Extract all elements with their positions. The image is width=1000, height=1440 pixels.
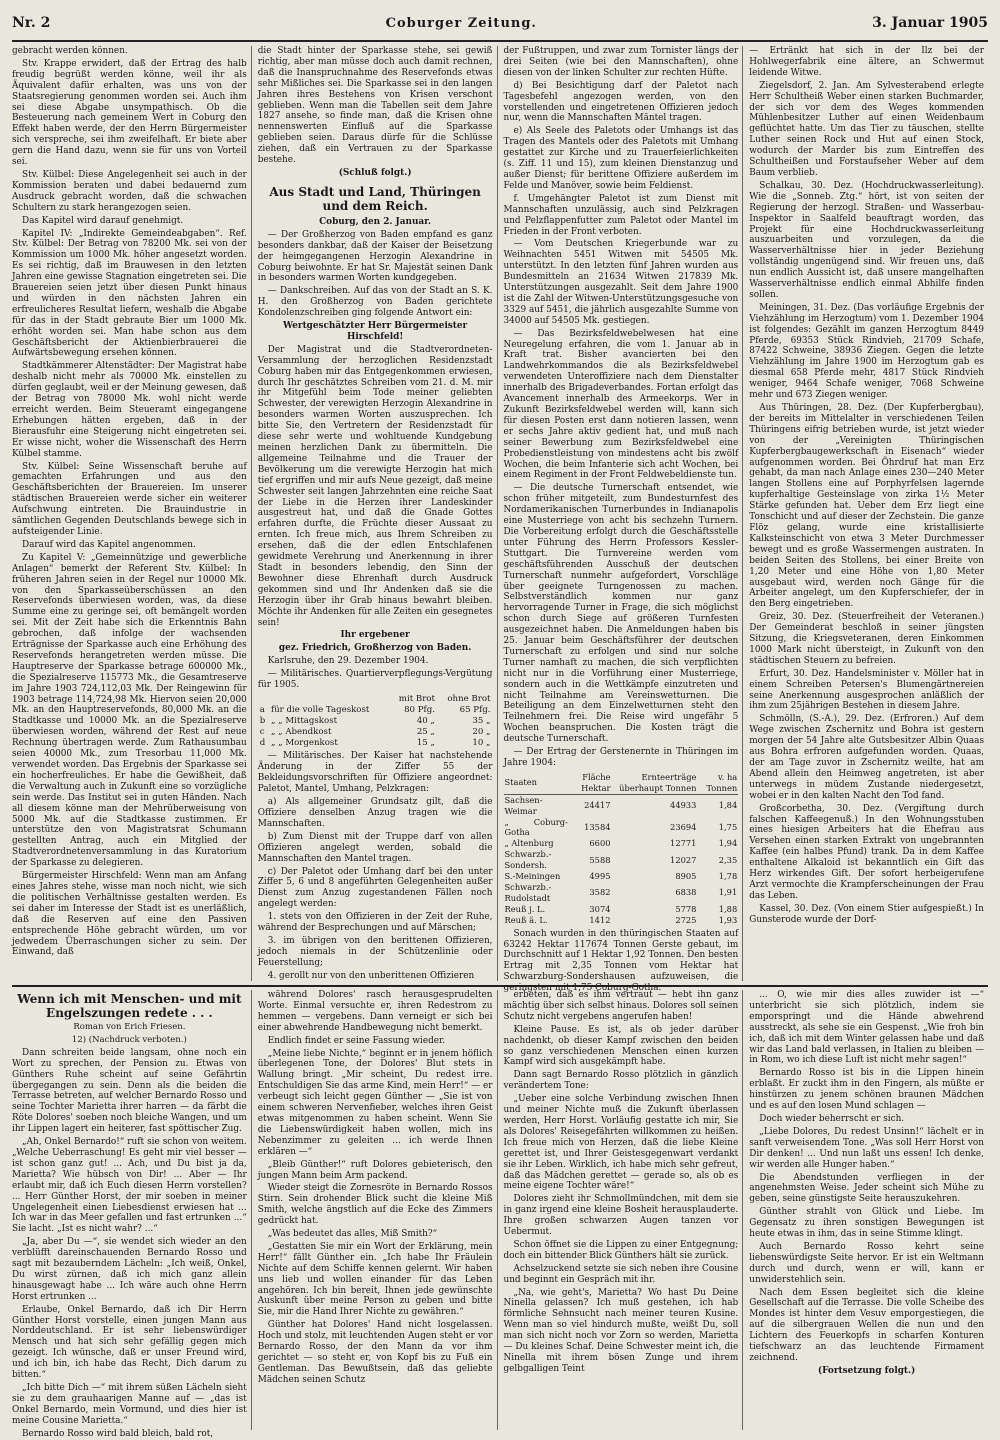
page-header <box>12 6 988 42</box>
paragraph: Großcorbetha, 30. Dez. (Vergiftung durch falschen Kaffeegenuß.) In den Wohnungsstuben eines hiesigen Arbeiters hat die Ehefrau aus Versehen einen starken Extrakt von ungebrannten Kaffee (ein halbes Pfund) trank. Da in dem Kaffee enthaltene Alkaloid ist bekanntlich ein Gift das Herz wirkendes Gift. Der sofort herbeigerufene Arzt vermochte die Krampferscheinungen der Frau das Leben. <box>749 803 984 901</box>
table-row <box>258 727 493 738</box>
paragraph: Bernardo Rosso ist bis in die Lippen hinein erblaßt. Er zuckt ihm in den Fingern, als müßte er hinstürzen zu jenem schönen braunen Mädchen und es auf den losen Mund schlagen — <box>749 1068 984 1112</box>
newspaper-title: Coburger Zeitung. <box>385 15 537 31</box>
table-cell: „ „ Mittagskost <box>270 715 338 726</box>
table-cell: 12027 <box>670 854 697 865</box>
paragraph: „Gestatten Sie mir ein Wort der Erklärung, mein Herr!“ fällt Günther ein. „Ich habe Ihr Fräulein Nichte auf dem Schiffe kennen gelernt. Wir haben uns lieb und wollen einander für das Leben angehören. Ich bin bereit, Ihnen jede gewünschte Auskunft über meine Person zu geben und bitte Sie, mir die Hand Ihrer Nichte zu gewähren.“ <box>257 1241 493 1318</box>
paragraph: Dolores zieht ihr Schmollmündchen, mit dem sie in ganz irgend eine kleine Bosheit herausplauderte. Ihre großen schwarzen Augen tanzen vor Uebermut. <box>503 1194 739 1238</box>
feuilleton-column-3 <box>504 990 744 1430</box>
table-cell: „ „ Morgenkost <box>270 737 338 748</box>
table-cell: Schwarzb.-Rudolstadt <box>504 881 552 903</box>
novel-subtitle: Roman von Erich Friesen. <box>73 1022 186 1032</box>
rates-table <box>258 694 493 749</box>
table-header-row <box>504 772 739 794</box>
paragraph: ... O, wie mir dies alles zuwider ist —“ unterbricht sie sich plötzlich, indem sie emporspringt und die Hände abwehrend ausstreckt, als sehe sie ein Gespenst. „Wie froh bin ich, daß ich mit dem Winter gelassen habe und daß wir das Land bald verlassen, in Italien zu bleiben — in Rom, wo ich diese Luft ist nicht mehr sagen!“ <box>749 990 984 1066</box>
paragraph: erbeten, daß es ihm vertraut — hebt ihn ganz mächtig über sich selbst hinaus. Dolores soll seinen Schutz nicht vergebens angerufen haben! <box>503 990 739 1022</box>
paragraph: Achselzuckend setzte sie sich neben ihre Cousine und beginnt ein Gespräch mit ihr. <box>503 1263 739 1285</box>
paragraph: Günther strahlt von Glück und Liebe. Im Gegensatz zu ihren sonstigen Bewegungen ist heute etwas in ihm, das in seine Stimme klingt. <box>749 1207 984 1240</box>
paragraph: Dann sagt Bernardo Rosso plötzlich in gänzlich verändertem Tone: <box>503 1070 739 1092</box>
paragraph: „Meine liebe Nichte,“ beginnt er in jenem höflich überlegenen Tone, der Dolores' Blut stets in Wallung bringt. „Mir scheint, Du redest irre. Entschuldigen Sie das arme Kind, mein Herr!“ — er verbeugt sich leicht gegen Günther — „Sie ist von einem schweren Nervenfieber, welches ihren Geist etwas mitgenommen zu haben scheint. Wenn Sie die Liebenswürdigkeit haben wollen, mich ins Nebenzimmer zu geleiten ... ich werde Ihnen erklären —“ <box>257 1048 493 1157</box>
table-cell: 40 „ <box>416 715 435 726</box>
paragraph: „Bleib Günther!“ ruft Dolores gebieterisch, den jungen Mann beim Arm packend. <box>257 1159 493 1181</box>
continuation-note: (Schluß folgt.) <box>338 167 412 178</box>
paragraph: — Die deutsche Turnerschaft entsendet, wie schon früher mitgeteilt, zum Bundesturnfest des Nordamerikanischen Turnerbundes in Indianapolis eine Musterriege von acht bis sechzehn Turnern. Die Vorbereitung erfolgt durch die Geschäftsstelle unter Führung des Herrn Professors Kessler-Stuttgart. Die Turnvereine werden vom geschäftsführenden Ausschuß der deutschen Turnerschaft nunmehr aufgefordert, Vorschläge über geeignete Turngenossen zu machen. Selbstverständlich kommen nur ganz hervorragende Turner in Frage, die sich möglichst schon durch Siege auf größeren Turnfesten ausgezeichnet haben. Die Anmeldungen haben bis 25. Januar beim Geschäftsführer der deutschen Turnerschaft zu erfolgen und sind nur solche Turner namhaft zu machen, die sich verpflichten nicht nur in die Vorführung einer Musterriege, sondern auch in die Wettkämpfe einzutreten und nicht Teilnahme am Vereinswetturnen. Die Beteiligung an dem Einzelwetturnen steht den Teilnehmern frei. Die Reise wird ungefähr 5 Wochen beanspruchen. Die Kosten trägt die deutsche Turnerschaft. <box>503 483 739 745</box>
table-header-cell: mit Brot <box>398 693 435 704</box>
table-row <box>504 838 739 849</box>
paragraph: a) Als allgemeiner Grundsatz gilt, daß die Offiziere denselben Anzug tragen wie die Mannschaften. <box>257 797 493 829</box>
table-cell: 1,93 <box>718 914 738 925</box>
table-cell: 44933 <box>670 800 697 811</box>
paragraph: 4. gerollt nur von den unberittenen Offizieren <box>267 970 475 981</box>
letter-signature: gez. Friedrich, Großherzog von Baden. <box>278 643 472 654</box>
paragraph: Das Kapitel wird darauf genehmigt. <box>22 215 184 226</box>
table-cell: 23694 <box>670 821 697 832</box>
paragraph: Stv. Külbel: Seine Wissenschaft beruhe auf gemachten Erfahrungen und aus den Geschäftsberichten der Brauereien. Im unserer städtischen Brauereien werde sicher ein weiterer Aufschwung eintreten. Die Brauindustrie in sämtlichen Gegenden Deutschlands bewege sich in aufsteigender Linie. <box>12 461 247 537</box>
paragraph: „Na, wie geht's, Marietta? Wo hast Du Deine Ninella gelassen? Ich muß gestehen, ich hab förmliche Sehnsucht nach meiner teuren Kusine. Wenn man so viel hindurch mußte, weißt Du, soll man sich nicht noch vor Zorn so werden, Marietta — Du kleines Schaf. Deine Schwester meint ich, die Ninella mit ihrem bösen Zunge und ihrem gelbgalligen Teint <box>503 1287 739 1374</box>
column-3 <box>503 46 744 994</box>
paragraph: der Fußtruppen, und zwar zum Tornister längs der drei Seiten (wie bei den Mannschaften), ohne diesen von der linken Schulter zur rechten Hüfte. <box>503 46 739 78</box>
harvest-table <box>504 772 739 926</box>
paragraph: Schon öffnet sie die Lippen zu einer Entgegnung; doch ein bittender Blick Günthers hält sie zurück. <box>503 1239 739 1261</box>
table-cell: 20 „ <box>472 726 491 737</box>
table-cell: 3582 <box>589 887 611 898</box>
table-cell: Schwarzb.-Sondersh. <box>504 849 552 871</box>
feuilleton-column-2 <box>258 990 498 1430</box>
letter-date: Karlsruhe, den 29. Dezember 1904. <box>267 656 429 667</box>
paragraph: „Ja, aber Du —“, sie wendet sich wieder an den verblüfft dareinschauenden Bernardo Rosso und sagt mit bezauberndem Lächeln: „Ich weiß, Onkel, Du wirst zürnen, daß ich mich ganz allein hinausgewagt habe ... Ich wäre auch ohne Herrn Horst ertrunken ... <box>12 1237 247 1302</box>
paragraph: — Vom Deutschen Kriegerbunde war zu Weihnachten 5451 Witwen mit 54505 Mk. unterstützt. In den letzten fünf Jahren wurden aus Bundesmitteln an 21634 Witwen 217839 Mk. Unterstützungen ausgezahlt. Seit dem Jahre 1900 ist die Zahl der Witwen-Unterstützungsgesuche von 3329 auf 5451, die jährlich ausgezahlte Summe von 34000 auf 54505 Mk. gestiegen. <box>503 239 739 326</box>
paragraph: gebracht werden können. <box>12 46 128 56</box>
paragraph: Erlaube, Onkel Bernardo, daß ich Dir Herrn Günther Horst vorstelle, einen jungen Mann aus Norddeutschland. Er ist sehr liebenswürdiger Mensch und hat sich sehr gefällig gegen mich gezeigt. Ich wünsche, daß er unser Freund wird, und ich bin, ich habe das Recht, Dich darum zu bitten.“ <box>12 1304 247 1381</box>
paragraph: Bürgermeister Hirschfeld: Wenn man am Anfang eines Jahres stehe, wisse man noch nicht, wie sich die politischen Verhältnisse gestalten werden. Es sei daher im Interesse der Stadt ist es unerläßlich, daß die Reserven auf eine den Passiven entsprechende Höhe gebracht würden, um vor jedwedem Überraschungen sicher zu sein. Der Einwand, daß <box>12 871 247 958</box>
paragraph: Kleine Pause. Es ist, als ob jeder darüber nachdenkt, ob dieser Kampf zwischen den beiden so ganz verschiedenen Menschen einen kurzen Kampf wird sich ausgekämpft habe. <box>503 1024 739 1068</box>
table-cell: 10 „ <box>472 737 491 748</box>
paragraph: während Dolores' rasch herausgesprudelten Worte. Einmal versuchte er, ihren Redestrom zu hemmen — vergebens. Dann verneigt er sich bei einer abwehrende Handbewegung nicht bemerkt. <box>257 990 493 1033</box>
paragraph: Der Magistrat und die Stadtverordneten-Versammlung der herzoglichen Residenzstadt Coburg haben mir das Entgegenkommen erwiesen, durch Ihr geschätztes Schreiben vom 21. d. M. mir ihr Mitgefühl beim Tode meiner geliebten Schwester, der verewigten Herzogin Alexandrine in besonders warmen Worten auszusprechen. Ich bitte Sie, den Vertretern der Residenzstadt für diese sehr werte und wohltuende Kundgebung meinen herzlichen Dank zu übermitteln. Die allgemeine Teilnahme und die Trauer der Bevölkerung um die verewigte Herzogin hat mich tief ergriffen und mir aufs Neue gezeigt, daß meine Schwester seit langen Jahrzehnten eine reiche Saat der Liebe in die Herzen ihrer Landeskinder ausgestreut hat, und daß die Gnade Gottes erfahren durfte, die Früchte dieser Aussaat zu ernten. Ich freue mich, aus Ihrem Schreiben zu ersehen, daß die der edlen Entschlafenen gewidmete Verehrung und Anerkennung in ihrer Stadt in besonders lebendig, den Sinn der Bewohner diese Ehrenhaft durch Ausdruck gekommen sind und Ihr Andenken daß sie die Herzogin über ihr Grab hinaus bewahrt bleiben. Möchte ihr Andenken für alle Zeiten ein gesegnetes sein! <box>257 344 493 628</box>
paragraph: Endlich findet er seine Fassung wieder. <box>267 1035 446 1046</box>
paragraph: — Das Bezirksfeldwebelwesen hat eine Neuregelung erfahren, die vom 1. Januar ab in Kraft trat. Bisher avancierten bei den Landwehrkommandos die als Bezirksfeldwebel verwendeten Unteroffiziere nach dem Dienstalter innerhalb des Brigadeverbandes. Fortan erfolgt das Avancement innerhalb des Armeekorps. Wer in Zukunft Bezirksfeldwebel werden will, kann sich für diesen Posten erst dann notieren lassen, wenn er sechs Jahre aktiv gedient hat, und muß nach seiner Bewerbung zum Bezirksfeldwebel eine Probedienstleistung von mindestens acht bis zwölf Wochen, die beim Infanterie sich acht Wochen, bei einem Regiment in der Front Feldwebeldienste tun. <box>503 328 739 481</box>
table-cell: 8905 <box>675 871 697 882</box>
table-cell: Reuß j. L. <box>504 903 546 914</box>
paragraph: Die Abendstunden verfliegen in der angenehmsten Weise. Jeder scheint sich Mühe zu geben, seine günstigste Seite herauszukehren. <box>749 1172 984 1205</box>
table-cell: „ „ Abendkost <box>270 726 332 737</box>
table-cell: 6838 <box>675 887 697 898</box>
issue-date: 3. Januar 1905 <box>872 15 988 31</box>
paragraph: b) Zum Dienst mit der Truppe darf von allen Offizieren angelegt werden, sobald die Mannschaften den Mantel tragen. <box>257 831 493 864</box>
paragraph: Stadtkämmerer Altenstädter: Der Magistrat habe deshalb nicht mehr als 70000 Mk. einstellen zu dürfen geglaubt, weil er der Meinung gewesen, daß der Betrag von 78000 Mk. wohl nicht werde erreicht werden. Beim Steueramt eingegangene Erhebungen hätten ergeben, daß in der Bierausfuhr eine Steigerung nicht eingetreten sei. Er wisse nicht, woher die Wissenschaft des Herrn Külbel stamme. <box>12 361 247 459</box>
letter-closing: Ihr ergebener <box>340 630 410 641</box>
table-cell: 6600 <box>589 838 611 849</box>
table-cell: 1,91 <box>718 887 738 898</box>
table-cell: 65 Pfg. <box>459 704 491 715</box>
table-cell: „ Coburg-Gotha <box>504 816 568 838</box>
paragraph: Wieder steigt die Zornesröte in Bernardo Rossos Stirn. Sein drohender Blick sucht die kleine Miß Smith, welche ängstlich auf die Ecke des Zimmers gedrückt hat. <box>257 1183 493 1227</box>
table-row <box>504 915 739 926</box>
table-cell: c <box>259 726 265 737</box>
copyright-note: (Nachdruck verboten.) <box>88 1034 187 1045</box>
column-4 <box>749 46 988 981</box>
paragraph: Stv. Külbel: Diese Angelegenheit sei auch in der Kommission beraten und dabei bedauernd zum Ausdruck gebracht worden, daß die schwachen Schultern zu stark herangezogen seien. <box>12 169 247 213</box>
table-row <box>504 794 739 816</box>
table-cell: 1,94 <box>718 838 738 849</box>
table-cell: b <box>259 715 266 726</box>
table-cell: 1,78 <box>718 871 738 882</box>
paragraph: — Dankschreiben. Auf das von der Stadt an S. K. H. den Großherzog von Baden gerichtete Kondolenzschreiben ging folgende Antwort ein: <box>257 286 493 319</box>
paragraph: Stv. Krappe erwidert, daß der Ertrag des halb freudig begrüßt werden könne, weil ihr als Äquivalent dafür erhalten, was uns von der Staatsregierung genommen worden sei. Auch ihm sei diese Abgabe unsympathisch. Ob die Besteuerung nach gemeinem Wert in Coburg den Effekt haben werde, der den Herrn Bürgermeister sich verspreche, sei ihm zweifelhaft. Er biete aber gern die Hand dazu, wenn sie für uns von Vorteil sei. <box>12 58 247 168</box>
table-cell: Sachsen-Weimar <box>504 794 543 816</box>
table-cell: 1,75 <box>718 821 738 832</box>
paragraph: Nach dem Essen begleitet sich die kleine Gesellschaft auf die Terrasse. Die volle Scheibe des Mondes ist hinter dem Vesuv emporgestiegen, die auf die silbergrauen Wellen die nun und den Lichtern des Feuerkopfs in scharfen Konturen tiefschwarz an das leuchtende Firmament zeichnend. <box>749 1287 984 1363</box>
table-cell: 25 „ <box>416 726 435 737</box>
table-header-cell: v. ha Tonnen <box>697 772 738 794</box>
paragraph: „Ich bitte Dich —“ mit ihrem süßen Lächeln sieht sie zu dem grauhaarigen Manne auf — „das ist Onkel Bernardo, mein Vormund, und dies hier ist meine Cousine Marietta.“ <box>12 1383 247 1426</box>
column-1 <box>12 46 252 981</box>
table-cell: 2725 <box>675 914 697 925</box>
paragraph: — Ertränkt hat sich in der Ilz bei der Hohlwegerfabrik eine ältere, an Schwermut leidende Witwe. <box>749 46 984 78</box>
paragraph: „Liebe Dolores, Du redest Unsinn!“ lächelt er in sanft verweisendem Tone. „Was soll Herr Horst von Dir denken! ... Und nun laßt uns essen! Ich denke, wir werden alle Hunger haben.“ <box>749 1126 984 1170</box>
paragraph: Kapitel IV: „Indirekte Gemeindeabgaben“. Ref. Stv. Külbel: Der Betrag von 78200 Mk. sei von der Kommission um 1000 Mk. höher angesetzt worden. Es sei richtig, daß im Brauwesen in den letzten Jahren eine gewisse Stagnation eingetreten sei. Die Brauereien seien jetzt über diesen Punkt hinaus und würden in den nächsten Jahren ein erfreulicheres Resultat liefern, weshalb die Abgabe für das in der Stadt gebraute Bier um 1000 Mk. erhöht worden sei. Man habe schon aus dem Geschäftsbericht der Aktienbierbrauerei die Aufwärtsbewegung ersehen können. <box>12 228 247 359</box>
paragraph: Doch wieder beherrscht er sich. <box>759 1113 905 1124</box>
table-cell: 1412 <box>589 914 611 925</box>
feuilleton-section <box>12 990 988 1439</box>
paragraph: „Ah, Onkel Bernardo!“ ruft sie schon von weitem. „Welche Ueberraschung! Es geht mir viel besser — ist schon ganz gut! ... Ach, und Du bist ja da, Marietta? Wie hübsch von Dir! ... Aber — Ihr erlaubt mir, daß ich Euch diesen Herrn vorstellen? ... Herr Günther Horst, der mir soeben in meiner Ungelegenheit einen Liebesdienst erwiesen hat ... Ich war in das Meer gefallen und fast ertrunken ...“ Sie lacht. „Ist es nicht wahr? ...“ <box>12 1137 247 1235</box>
table-cell: 13584 <box>584 821 611 832</box>
table-cell: 5588 <box>589 854 611 865</box>
table-cell: 1,88 <box>718 903 738 914</box>
table-header-cell: Ernteerträge überhaupt Tonnen <box>612 772 698 794</box>
table-row <box>504 882 739 904</box>
table-row <box>258 738 493 749</box>
paragraph: Zu Kapitel V: „Gemeinnützige und gewerbliche Anlagen“ bemerkt der Referent Stv. Külbel: In früheren Jahren seien in der Regel nur 10000 Mk. von den Sparkasseüberschüssen an den Reservefonds überwiesen worden, was, da diese Summe eine zu geringe sei, oft bemängelt worden sei. Mit der Zeit habe sich die Erkenntnis Bahn gebrochen, daß infolge der wachsenden Erträgnisse der Sparkasse auch eine Erhöhung des Reservefonds herangetreten werden müsse. Die Hauptreserve der Sparkasse betrage 600000 Mk., die Spezialreserve 115773 Mk., die Gesamtreserve im Jahre 1903 724,112,03 Mk. Der Reingewinn für 1903 betrage 114,724,98 Mk. Hiervon seien 20,000 Mk. an den Hauptreservefonds, 80,000 Mk. an die Stadtkasse und 10000 Mk. an die Spezialreserve überwiesen worden, während der Rest auf neue Rechnung übertragen werde. Zum Rathausumbau seien 40000 Mk., zum Tresorbau 11,000 Mk. verwendet worden. Das Ergebnis der Sparkasse sei ein hocherfreuliches. Er habe die Gewißheit, daß die Verwaltung auch in Zukunft eine so vorzügliche sein werde. Das Institut sei in guten Händen. Nach all diesem könne man der Mehrüberweisung von 5000 Mk. auf die Stadtkasse zustimmen. Er unterstütze den von Magistratsrat Schumann gestellten Antrag, auch ein Mitglied der Stadtverordnetenversammlung in das Kuratorium der Sparkasse zu delegieren. <box>12 552 247 869</box>
installment-info <box>12 1035 247 1046</box>
paragraph: Darauf wird das Kapitel angenommen. <box>22 539 196 550</box>
table-row <box>504 904 739 915</box>
table-cell: a <box>259 704 265 715</box>
paragraph: 1. stets von den Offizieren in der Zeit der Ruhe, während der Besprechungen und auf Märschen; <box>257 912 493 934</box>
table-cell: 80 Pfg. <box>404 704 435 715</box>
table-cell: 4995 <box>589 871 611 882</box>
novel-title: Wenn ich mit Menschen- und mit Engelszungen redete . . . <box>17 992 242 1020</box>
paragraph: Ziegelsdorf, 2. Jan. Am Sylvesterabend erlegte Herr Schultheiß Weber einen starken Buchmarder, der sich vor dem des Weges kommenden Mühlenbesitzer Luther auf einen Weidenbaum geflüchtet hatte. Um das Tier zu täuschen, stellte Luther seinen Rock und Hut auf einen Stock, wodurch der Marder bis zum Eintreffen des Schultheißen und Forstaufseher Weber auf dem Baum verblieb. <box>749 80 984 178</box>
paragraph: — Militärisches. Der Kaiser hat nachstehende Änderung in der Ziffer 55 der Bekleidungsvorschriften für Offiziere angeordnet: Paletot, Mantel, Umhang, Pelzkragen: <box>257 751 493 795</box>
paragraph: Meiningen, 31. Dez. (Das vorläufige Ergebnis der Viehzählung im Herzogtum) vom 1. Dezember 1904 ist folgendes: Gezählt im ganzen Herzogtum 8449 Pferde, 69353 Stück Rindvieh, 21709 Schafe, 87422 Schweine, 38936 Ziegen. Gegen die letzte Viehzählung im Jahre 1900 im Herzogtum gab es diesmal 658 Pferde mehr, 4817 Stück Rindvieh weniger, 9464 Schafe weniger, 7068 Schweine mehr und 673 Ziegen weniger. <box>749 302 984 401</box>
paragraph: e) Als Seele des Paletots oder Umhangs ist das Tragen des Mantels oder des Paletots mit Umhang gestattet zur Kirche und zu Trauerfeierlichkeiten (s. Ziff. 11 und 15), zum kleinen Dienstanzug und außer Dienst; für berittene Offiziere außerdem im Felde und Manöver, sowie beim Feldienst. <box>503 126 739 191</box>
paragraph: Günther hat Dolores' Hand nicht losgelassen. Hoch und stolz, mit leuchtenden Augen steht er vor Bernardo Rosso, der den Mann da vor ihm gerichtet — so steht er, von Kopf bis zu Fuß ein Gentleman. Das Bewußtsein, daß das geliebte Mädchen seinen Schutz <box>257 1320 493 1385</box>
table-cell: „ Altenburg <box>504 838 554 849</box>
table-cell: Reuß ä. L. <box>504 914 548 925</box>
table-header-cell: Fläche Hektar <box>569 772 612 794</box>
table-cell: d <box>259 737 266 748</box>
paragraph: „Was bedeutet das alles, Miß Smith?“ <box>267 1229 438 1240</box>
table-cell: 35 „ <box>472 715 491 726</box>
table-row <box>258 705 493 716</box>
table-cell: 3074 <box>589 903 611 914</box>
table-cell: 15 „ <box>416 737 435 748</box>
paragraph: Auch Bernardo Rosso kehrt seine liebenswürdigste Seite hervor. Er ist ein Weltmann durch und durch, wenn er will, kann er unwiderstehlich sein. <box>749 1241 984 1285</box>
table-cell: für die volle Tageskost <box>270 704 370 715</box>
table-cell: 5778 <box>675 903 697 914</box>
table-cell: 2,35 <box>718 854 738 865</box>
table-cell <box>258 694 390 705</box>
dateline: Coburg, den 2. Januar. <box>319 216 432 227</box>
paragraph: die Stadt hinter der Sparkasse stehe, sei gewiß richtig, aber man müsse doch auch damit rechnen, daß die Inanspruchnahme des Reservefonds etwas sehr Mißliches sei. Die Sparkasse sei in den langen Jahren ihres Bestehens von Krisen verschont geblieben. Wenn man die Tabellen seit dem Jahre 1827 ansehe, so finde man, daß die Krisen ohne nennenswerten Einfluß auf die Sparkasse geblieben seien. Daraus dürfe für die Schlüsse ziehen, daß ein Vertrauen zu der Sparkasse bestehe. <box>257 46 493 166</box>
letter-salutation: Wertgeschätzter Herr Bürgermeister Hirschfeld! <box>283 321 468 342</box>
section-divider <box>12 985 988 987</box>
paragraph: Kassel, 30. Dez. (Von einem Stier aufgespießt.) In Gunsterode wurde der Dorf- <box>749 903 984 925</box>
paragraph: — Der Großherzog von Baden empfand es ganz besonders dankbar, daß der Kaiser der Beisetzung der heimgegangenen Herzogin Alexandrine in Coburg beiwohnte. Er hat Sr. Majestät seinen Dank in besonders warmen Worten kundgegeben. <box>257 229 493 284</box>
paragraph: Greiz, 30. Dez. (Steuerfreiheit der Veteranen.) Der Gemeinderat beschloß in seiner jüngsten Sitzung, die Kriegsveteranen, deren Einkommen 1000 Mark nicht übersteigt, in Zukunft von den städtischen Steuern zu befreien. <box>749 612 984 666</box>
table-header-cell: ohne Brot <box>447 693 491 704</box>
paragraph: Erfurt, 30. Dez. Handelsminister v. Möller hat in einem Schreiben Petersen's Blumengärtnereien seine Anerkennung ausgesprochen anläßlich der ihm zum 25jährigen Bestehen in diesem Jahre. <box>749 668 984 712</box>
table-cell: 12771 <box>670 838 697 849</box>
table-header-cell: Staaten <box>504 772 569 794</box>
table-cell: 24417 <box>584 800 611 811</box>
paragraph: Aus Thüringen, 28. Dez. (Der Kupferbergbau), der bereits im Mittelalter in verschiedenen Teilen Thüringens eifrig betrieben wurde, ist jetzt wieder von der „Vereinigten Thüringischen Kupferbergbaugewerkschaft in Eisenach“ wieder aufgenommen worden. Bei Öhrdruf hat man Erz gehabt, da man nach Anlage eines 230—240 Meter langen Stollens eine auf Porphyrfelsen lagernde kupferhaltige Gesteinslage von zirka 1½ Meter Stärke gefunden hat. Ueber dem Erz liegt eine Tonschicht und auf dieser der Zechstein. Die ganze Flöz gelang, wurde eine kristallisierte Kalksteinschicht von etwa 3 Meter Durchmesser bewegt und es große Wassermengen austraten. In beiden Seiten des Stollens, bei einer Breite von 1,20 Meter und eine Höhe von 1,80 Meter ausgebaut wird, werden noch Gänge für die Arbeiter angelegt, um den Kupferschiefer, der in den Berg eingetrieben. <box>749 403 984 610</box>
paragraph: Sonach wurden in den thüringischen Staaten auf 63242 Hektar 117674 Tonnen Gerste gebaut, im Durchschnitt auf 1 Hektar 1,92 Tonnen. Den besten Ertrag mit 2,35 Tonnen vom Hektar hat Schwarzburg-Sondershausen aufzuweisen, die geringsten mit 1,75 Coburg-Gotha. <box>503 928 739 994</box>
table-row <box>504 871 739 882</box>
page-number: Nr. 2 <box>12 15 51 31</box>
paragraph: Dann schreiten beide langsam, ohne noch ein Wort zu sprechen, der Pension zu. Etwas von Günthers Ruhe scheint auf seine Gefährtin übergegangen zu sein. Denn als die beiden die Terrasse betreten, auf welcher Bernardo Rosso und seine Tochter Marietta ihrer harren — da färbt die Röte Dolores' soeben noch bleiche Wangen, und um ihr Lippen lagert ein heiterer, fast spöttischer Zug. <box>12 1047 247 1135</box>
section-heading: Aus Stadt und Land, Thüringen und dem Reich. <box>269 184 481 213</box>
paragraph: Schmölln, (S.-A.), 29. Dez. (Erfroren.) Auf dem Wege zwischen Zschernitz und Bohra ist gestern morgen der 54 Jahre alte Gutsbesitzer Albin Quaas aus Bohra erfroren aufgefunden worden. Quaas, der am Tage zuvor in Zschernitz weilte, hat am Abend allein den Heimweg angetreten, ist aber unterwegs in müdem Zustande niedergesetzt, wobei er in den kalten Nacht den Tod fand. <box>749 714 984 801</box>
table-row <box>258 716 493 727</box>
paragraph: c) Der Paletot oder Umhang darf bei den unter Ziffer 5, 6 und 8 angeführten Gelegenheiten außer Dienst zum Anzug zugestandenen Fällen noch angelegt werden: <box>257 866 493 910</box>
paragraph: d) Bei Besichtigung darf der Paletot nach Tagesbefehl angezogen werden, von den vorstellenden und eingetretenen Offizieren jedoch nur, wenn die Mannschaften Mäntel tragen. <box>503 80 739 124</box>
table-row <box>504 849 739 871</box>
upper-columns <box>12 46 988 994</box>
feuilleton-column-1 <box>12 990 252 1439</box>
paragraph: — Der Ertrag der Gerstenernte in Thüringen im Jahre 1904: <box>503 747 739 768</box>
paragraph: f. Umgehängter Paletot ist zum Dienst mit Mannschaften unzulässig, auch sind Pelzkragen und Pelzflappenfutter zum Paletot oder Mantel im Frieden in der Front verboten. <box>503 193 739 237</box>
paragraph: „Ueber eine solche Verbindung zwischen Ihnen und meiner Nichte muß die Zukunft überlassen werden, Herr Horst. Vorläufig gestatte ich mir, Sie als Dolores' Reisegefährten willkommen zu heißen. Ich freue mich von Herzen, daß die liebe Kleine gerettet ist, und Ihrer Geistesgegenwart verdankt sie ihr Leben. Wirklich, ich habe mich sehr gefreut, daß das Mädchen gerettet — gerade so, als ob es meine eigene Tochter wäre!“ <box>503 1094 739 1192</box>
table-header-row <box>258 694 493 705</box>
table-cell: S.-Meiningen <box>504 871 561 882</box>
column-2 <box>258 46 498 981</box>
feuilleton-column-4 <box>749 990 988 1430</box>
table-cell: 1,84 <box>718 800 738 811</box>
paragraph: 3. im übrigen von den berittenen Offizieren, jedoch niemals in der Schützenlinie oder Feuerstellung; <box>257 935 493 968</box>
paragraph: Schalkau, 30. Dez. (Hochdruckwasserleitung). Wie die „Sonneb. Ztg.“ hört, ist von seiten der Regierung der herzogl. Straßen- und Wasserbau-Inspektor in Saalfeld beauftragt worden, das Projekt für eine Hochdruckwasserleitung auszuarbeiten und vorzulegen, da die Wasserverhältnisse hier in jeder Beziehung vollständig ungenügend sind. Wir freuen uns, daß nun endlich Aussicht ist, daß unsere mangelhaften Wasserverhältnisse endlich einmal Abhilfe finden sollen. <box>749 180 984 300</box>
installment-number: 12) <box>71 1034 87 1045</box>
table-row <box>504 817 739 839</box>
paragraph: — Militärisches. Quartierverpflegungs-Vergütung für 1905. <box>257 669 493 691</box>
paragraph: Bernardo Rosso wird bald bleich, bald rot, <box>22 1428 214 1439</box>
to-be-continued: (Fortsetzung folgt.) <box>817 1365 916 1376</box>
